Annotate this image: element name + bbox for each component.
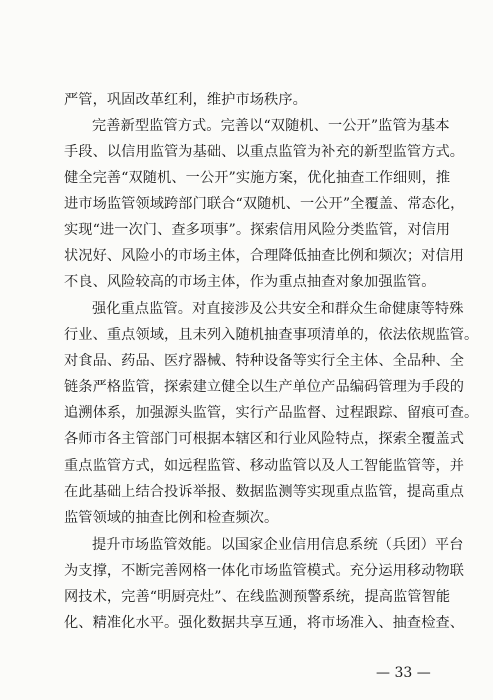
text-line: 追溯体系，加强源头监管，实行产品监督、过程跟踪、留痕可查。: [64, 405, 479, 421]
paragraph-first-line: 提升市场监管效能。以国家企业信用信息系统（兵团）平台: [92, 537, 464, 553]
text-line: 各师市各主管部门可根据本辖区和行业风险特点，探索全覆盖式: [64, 431, 465, 447]
text-line: 实现“进一次门、查多项事”。探索信用风险分类监管，对信用: [64, 222, 451, 238]
text-line: 健全完善“双随机、一公开”实施方案，优化抽查工作细则，推: [64, 170, 451, 186]
text-line: 状况好、风险小的市场主体，合理降低抽查比例和频次；对信用: [64, 248, 465, 264]
text-line: 监管领域的抽查比例和检查频次。: [64, 510, 279, 526]
text-line: 重点监管方式，如远程监管、移动监管以及人工智能监管等，并: [64, 458, 465, 474]
text-line: 链条严格监管，探索建立健全以生产单位产品编码管理为手段的: [64, 379, 465, 395]
text-line: 严管，巩固改革红利，维护市场秩序。: [64, 92, 307, 108]
text-line: 在此基础上结合投诉举报、数据监测等实现重点监管，提高重点: [64, 484, 465, 500]
paragraph-first-line: 强化重点监管。对直接涉及公共安全和群众生命健康等特殊: [92, 301, 464, 317]
paragraph-first-line: 完善新型监管方式。完善以“双随机、一公开”监管为基本: [92, 118, 450, 134]
text-line: 化、精准化水平。强化数据共享互通，将市场准入、抽查检查、: [64, 615, 465, 631]
text-line: 进市场监管领域跨部门联合“双随机、一公开”全覆盖、常态化，: [64, 196, 465, 212]
text-line: 为支撑，不断完善网格一体化市场监管模式。充分运用移动物联: [64, 563, 465, 579]
text-line: 网技术，完善“明厨亮灶”、在线监测预警系统，提高监管智能: [64, 589, 451, 605]
text-line: 手段、以信用监管为基础、以重点监管为补充的新型监管方式。: [64, 144, 465, 160]
page-number: — 33 —: [376, 665, 431, 681]
text-line: 对食品、药品、医疗器械、特种设备等实行全主体、全品种、全: [64, 353, 465, 369]
text-line: 不良、风险较高的市场主体，作为重点抽查对象加强监管。: [64, 274, 436, 290]
text-line: 行业、重点领域，且未列入随机抽查事项清单的，依法依规监管。: [64, 327, 479, 343]
